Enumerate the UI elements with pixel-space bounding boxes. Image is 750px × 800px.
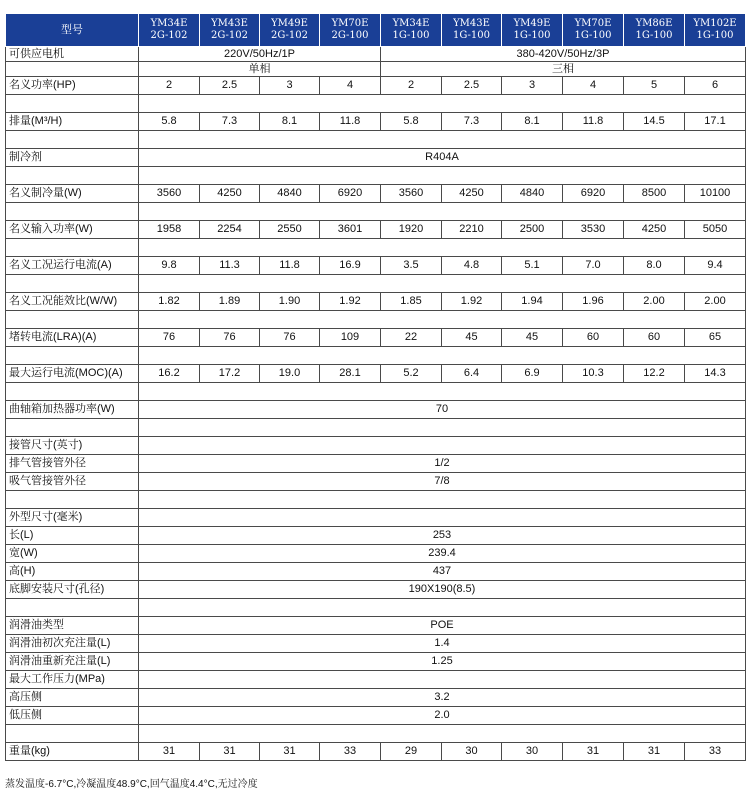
row-label	[6, 491, 139, 509]
row-label	[6, 347, 139, 365]
row-label: 名义工况能效比(W/W)	[6, 293, 139, 311]
value-cell: 3560	[139, 185, 200, 203]
model-header	[563, 14, 624, 47]
shared-value-cell	[139, 599, 746, 617]
table-row	[6, 743, 746, 761]
table-row	[6, 149, 746, 167]
value-cell: 3.5	[381, 257, 442, 275]
value-cell: 1.96	[563, 293, 624, 311]
value-cell: 2.5	[200, 77, 260, 95]
value-cell: 29	[381, 743, 442, 761]
model-variant: 1G-100	[392, 30, 430, 41]
value-cell: 3560	[381, 185, 442, 203]
value-cell: 17.2	[200, 365, 260, 383]
spec-table	[5, 13, 746, 761]
shared-value-cell	[139, 95, 746, 113]
table-row	[6, 383, 746, 401]
table-row	[6, 437, 746, 455]
value-cell: 8500	[624, 185, 685, 203]
value-cell: 14.3	[685, 365, 746, 383]
row-label: 润滑油初次充注量(L)	[6, 635, 139, 653]
table-row	[6, 47, 746, 62]
model-header	[139, 14, 200, 47]
shared-value-cell	[139, 437, 746, 455]
value-cell: 2.5	[442, 77, 502, 95]
value-cell: 11.8	[320, 113, 381, 131]
value-cell: 5.8	[139, 113, 200, 131]
row-label: 重量(kg)	[6, 743, 139, 761]
model-name: YM70E	[331, 18, 369, 29]
value-cell: 1.92	[320, 293, 381, 311]
table-row	[6, 113, 746, 131]
value-cell: 6	[685, 77, 746, 95]
table-row	[6, 62, 746, 77]
value-cell: 3	[260, 77, 320, 95]
value-cell: 3	[502, 77, 563, 95]
value-cell: 1.82	[139, 293, 200, 311]
model-variant: 1G-100	[513, 30, 551, 41]
value-cell: 4	[320, 77, 381, 95]
row-label: 最大工作压力(MPa)	[6, 671, 139, 689]
value-cell: 76	[139, 329, 200, 347]
value-cell: 1.94	[502, 293, 563, 311]
row-label	[6, 203, 139, 221]
model-name: YM49E	[271, 18, 308, 29]
shared-value-cell: 190X190(8.5)	[139, 581, 746, 599]
shared-value-cell: 3.2	[139, 689, 746, 707]
value-cell: 2210	[442, 221, 502, 239]
value-cell: 10100	[685, 185, 746, 203]
table-row	[6, 203, 746, 221]
shared-value-cell	[139, 491, 746, 509]
model-variant: 2G-102	[150, 30, 188, 41]
table-row	[6, 491, 746, 509]
value-cell: 5	[624, 77, 685, 95]
model-variant: 1G-100	[635, 30, 673, 41]
table-row	[6, 473, 746, 491]
row-label: 吸气管接管外径	[6, 473, 139, 491]
shared-value-cell	[139, 419, 746, 437]
value-cell: 31	[139, 743, 200, 761]
shared-value-cell	[139, 311, 746, 329]
value-cell: 22	[381, 329, 442, 347]
shared-value-cell	[139, 167, 746, 185]
value-cell: 1.89	[200, 293, 260, 311]
table-row	[6, 635, 746, 653]
value-cell: 9.8	[139, 257, 200, 275]
value-cell: 12.2	[624, 365, 685, 383]
shared-value-cell: 1.4	[139, 635, 746, 653]
table-row	[6, 455, 746, 473]
table-row	[6, 725, 746, 743]
model-header	[381, 14, 442, 47]
value-cell: 31	[624, 743, 685, 761]
model-header	[320, 14, 381, 47]
value-cell: 1920	[381, 221, 442, 239]
model-header	[442, 14, 502, 47]
shared-value-cell	[139, 671, 746, 689]
table-row	[6, 599, 746, 617]
table-row	[6, 707, 746, 725]
value-cell: 4840	[502, 185, 563, 203]
value-cell: 33	[685, 743, 746, 761]
value-cell: 31	[563, 743, 624, 761]
value-cell: 8.0	[624, 257, 685, 275]
shared-value-cell	[139, 509, 746, 527]
row-label: 名义工况运行电流(A)	[6, 257, 139, 275]
model-name: YM70E	[574, 18, 612, 29]
row-label	[6, 419, 139, 437]
row-label: 接管尺寸(英寸)	[6, 437, 139, 455]
table-row	[6, 329, 746, 347]
value-cell: 1958	[139, 221, 200, 239]
value-cell: 2	[139, 77, 200, 95]
value-cell: 2	[381, 77, 442, 95]
model-variant: 1G-100	[696, 30, 734, 41]
shared-value-cell: 2.0	[139, 707, 746, 725]
row-label: 润滑油类型	[6, 617, 139, 635]
table-row	[6, 95, 746, 113]
shared-value-cell: 239.4	[139, 545, 746, 563]
model-name: YM34E	[392, 18, 430, 29]
table-row	[6, 509, 746, 527]
row-label: 排气管接管外径	[6, 455, 139, 473]
row-label: 宽(W)	[6, 545, 139, 563]
shared-value-cell	[139, 131, 746, 149]
row-label: 制冷剂	[6, 149, 139, 167]
row-label	[6, 62, 139, 77]
value-cell: 4.8	[442, 257, 502, 275]
value-cell: 2500	[502, 221, 563, 239]
value-cell: 30	[442, 743, 502, 761]
row-label: 排量(M³/H)	[6, 113, 139, 131]
model-header	[502, 14, 563, 47]
row-label: 长(L)	[6, 527, 139, 545]
value-cell: 4250	[200, 185, 260, 203]
value-cell: 2254	[200, 221, 260, 239]
value-cell: 16.9	[320, 257, 381, 275]
table-row	[6, 365, 746, 383]
value-cell: 1.90	[260, 293, 320, 311]
shared-value-cell: POE	[139, 617, 746, 635]
row-label: 名义功率(HP)	[6, 77, 139, 95]
value-cell: 4840	[260, 185, 320, 203]
value-cell: 6920	[563, 185, 624, 203]
value-cell: 45	[442, 329, 502, 347]
value-cell: 11.8	[563, 113, 624, 131]
row-label	[6, 131, 139, 149]
value-cell: 30	[502, 743, 563, 761]
row-label: 堵转电流(LRA)(A)	[6, 329, 139, 347]
shared-value-cell: 1.25	[139, 653, 746, 671]
value-cell: 1.92	[442, 293, 502, 311]
shared-value-cell	[139, 203, 746, 221]
row-label	[6, 311, 139, 329]
value-cell: 7.0	[563, 257, 624, 275]
model-name: YM102E	[693, 18, 737, 29]
value-cell: 5.2	[381, 365, 442, 383]
value-cell: 8.1	[502, 113, 563, 131]
model-header	[200, 14, 260, 47]
table-row	[6, 563, 746, 581]
value-cell: 65	[685, 329, 746, 347]
table-row	[6, 185, 746, 203]
value-cell: 14.5	[624, 113, 685, 131]
value-cell: 5.1	[502, 257, 563, 275]
value-cell: 76	[260, 329, 320, 347]
value-cell: 7.3	[200, 113, 260, 131]
model-name: YM86E	[635, 18, 673, 29]
row-label: 低压侧	[6, 707, 139, 725]
value-cell: 2.00	[624, 293, 685, 311]
single-phase-cell: 单相	[139, 62, 381, 77]
single-phase-cell: 220V/50Hz/1P	[139, 47, 381, 62]
table-row	[6, 617, 746, 635]
row-label	[6, 725, 139, 743]
value-cell: 28.1	[320, 365, 381, 383]
three-phase-cell: 三相	[381, 62, 746, 77]
row-label	[6, 167, 139, 185]
value-cell: 4250	[624, 221, 685, 239]
value-cell: 33	[320, 743, 381, 761]
shared-value-cell: 70	[139, 401, 746, 419]
value-cell: 31	[260, 743, 320, 761]
row-label: 高(H)	[6, 563, 139, 581]
value-cell: 5050	[685, 221, 746, 239]
shared-value-cell	[139, 275, 746, 293]
value-cell: 17.1	[685, 113, 746, 131]
row-label: 润滑油重新充注量(L)	[6, 653, 139, 671]
model-header-label: 型号	[6, 14, 139, 47]
table-row	[6, 239, 746, 257]
value-cell: 109	[320, 329, 381, 347]
value-cell: 31	[200, 743, 260, 761]
table-row	[6, 347, 746, 365]
row-label	[6, 275, 139, 293]
row-label	[6, 599, 139, 617]
row-label: 外型尺寸(毫米)	[6, 509, 139, 527]
row-label: 名义输入功率(W)	[6, 221, 139, 239]
value-cell: 2.00	[685, 293, 746, 311]
spec-table-body	[6, 47, 746, 761]
table-row	[6, 77, 746, 95]
table-row	[6, 527, 746, 545]
model-name: YM43E	[211, 18, 248, 29]
value-cell: 16.2	[139, 365, 200, 383]
table-row	[6, 689, 746, 707]
shared-value-cell	[139, 239, 746, 257]
row-label	[6, 383, 139, 401]
table-row	[6, 131, 746, 149]
three-phase-cell: 380-420V/50Hz/3P	[381, 47, 746, 62]
value-cell: 45	[502, 329, 563, 347]
model-name: YM49E	[513, 18, 551, 29]
value-cell: 8.1	[260, 113, 320, 131]
row-label	[6, 95, 139, 113]
row-label: 底脚安装尺寸(孔径)	[6, 581, 139, 599]
table-row	[6, 671, 746, 689]
shared-value-cell	[139, 383, 746, 401]
header-row	[6, 14, 746, 47]
value-cell: 60	[563, 329, 624, 347]
table-row	[6, 221, 746, 239]
model-header	[260, 14, 320, 47]
table-row	[6, 545, 746, 563]
shared-value-cell: R404A	[139, 149, 746, 167]
value-cell: 11.8	[260, 257, 320, 275]
value-cell: 11.3	[200, 257, 260, 275]
value-cell: 60	[624, 329, 685, 347]
table-row	[6, 167, 746, 185]
table-row	[6, 581, 746, 599]
table-row	[6, 401, 746, 419]
value-cell: 76	[200, 329, 260, 347]
value-cell: 19.0	[260, 365, 320, 383]
test-conditions-note: 蒸发温度-6.7°C,冷凝温度48.9°C,回气温度4.4°C,无过冷度	[5, 779, 258, 790]
row-label: 名义制冷量(W)	[6, 185, 139, 203]
value-cell: 4250	[442, 185, 502, 203]
table-row	[6, 653, 746, 671]
value-cell: 5.8	[381, 113, 442, 131]
row-label: 可供应电机	[6, 47, 139, 62]
value-cell: 6.9	[502, 365, 563, 383]
table-row	[6, 293, 746, 311]
table-row	[6, 419, 746, 437]
shared-value-cell: 253	[139, 527, 746, 545]
value-cell: 9.4	[685, 257, 746, 275]
model-name: YM43E	[453, 18, 490, 29]
value-cell: 1.85	[381, 293, 442, 311]
value-cell: 7.3	[442, 113, 502, 131]
model-header	[624, 14, 685, 47]
value-cell: 6920	[320, 185, 381, 203]
model-variant: 1G-100	[452, 30, 490, 41]
row-label: 曲轴箱加热器功率(W)	[6, 401, 139, 419]
table-row	[6, 257, 746, 275]
shared-value-cell: 437	[139, 563, 746, 581]
value-cell: 3601	[320, 221, 381, 239]
model-name: YM34E	[150, 18, 188, 29]
row-label: 高压侧	[6, 689, 139, 707]
value-cell: 3530	[563, 221, 624, 239]
model-header	[685, 14, 746, 47]
table-row	[6, 311, 746, 329]
model-variant: 1G-100	[574, 30, 612, 41]
row-label: 最大运行电流(MOC)(A)	[6, 365, 139, 383]
shared-value-cell: 1/2	[139, 455, 746, 473]
value-cell: 10.3	[563, 365, 624, 383]
value-cell: 6.4	[442, 365, 502, 383]
value-cell: 4	[563, 77, 624, 95]
table-row	[6, 275, 746, 293]
value-cell: 2550	[260, 221, 320, 239]
shared-value-cell	[139, 725, 746, 743]
model-variant: 2G-102	[210, 30, 248, 41]
model-variant: 2G-100	[331, 30, 369, 41]
shared-value-cell: 7/8	[139, 473, 746, 491]
model-variant: 2G-102	[270, 30, 308, 41]
row-label	[6, 239, 139, 257]
shared-value-cell	[139, 347, 746, 365]
